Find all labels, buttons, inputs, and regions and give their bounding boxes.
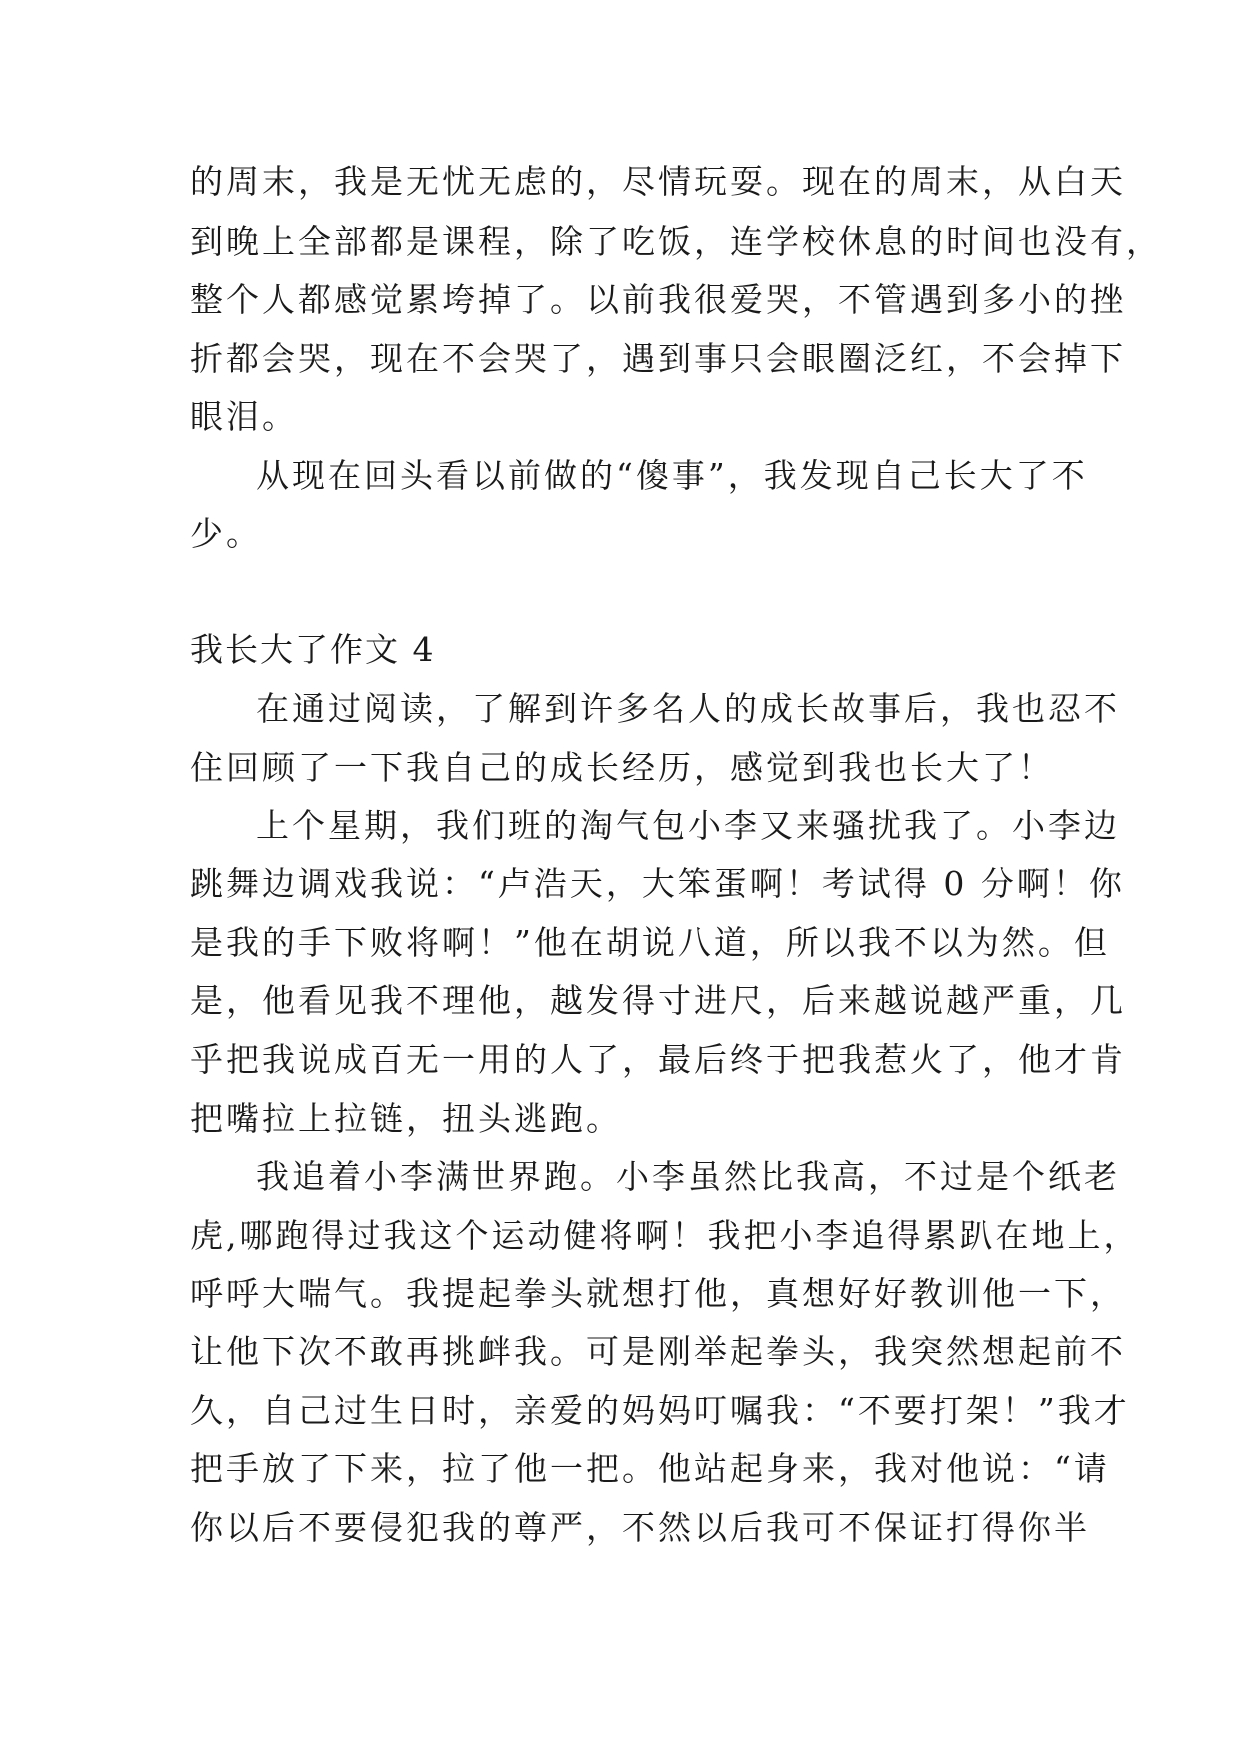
text-line: 呼呼大喘气。我提起拳头就想打他，真想好好教训他一下， [190, 1274, 1126, 1313]
text-line: 虎,哪跑得过我这个运动健将啊！我把小李追得累趴在地上， [190, 1216, 1140, 1255]
text-line: 你以后不要侵犯我的尊严，不然以后我可不保证打得你半 [190, 1508, 1090, 1547]
text-line: 乎把我说成百无一用的人了，最后终于把我惹火了，他才肯 [190, 1040, 1126, 1079]
text-line: 我追着小李满世界跑。小李虽然比我高，不过是个纸老 [256, 1157, 1120, 1196]
text-line: 把手放了下来，拉了他一把。他站起身来，我对他说：“请 [190, 1449, 1110, 1488]
text-line: 眼泪。 [190, 397, 298, 436]
text-line: 在通过阅读，了解到许多名人的成长故事后，我也忍不 [256, 689, 1120, 728]
text-line: 住回顾了一下我自己的成长经历，感觉到我也长大了！ [190, 748, 1054, 787]
text-line: 的周末，我是无忧无虑的，尽情玩耍。现在的周末，从白天 [190, 162, 1126, 201]
text-line: 少。 [190, 514, 262, 553]
text-line: 上个星期，我们班的淘气包小李又来骚扰我了。小李边 [256, 806, 1120, 845]
text-line: 久，自己过生日时，亲爱的妈妈叮嘱我：“不要打架！”我才 [190, 1391, 1130, 1430]
text-line: 从现在回头看以前做的“傻事”，我发现自己长大了不 [256, 456, 1088, 495]
text-line: 跳舞边调戏我说：“卢浩天，大笨蛋啊！考试得 0 分啊！你 [190, 864, 1125, 903]
text-line: 让他下次不敢再挑衅我。可是刚举起拳头，我突然想起前不 [190, 1332, 1126, 1371]
text-line: 把嘴拉上拉链，扭头逃跑。 [190, 1099, 622, 1138]
text-line: 折都会哭，现在不会哭了，遇到事只会眼圈泛红，不会掉下 [190, 339, 1126, 378]
text-line: 是，他看见我不理他，越发得寸进尺，后来越说越严重，几 [190, 981, 1126, 1020]
text-line: 是我的手下败将啊！”他在胡说八道，所以我不以为然。但 [190, 923, 1110, 962]
text-line: 到晚上全部都是课程，除了吃饭，连学校休息的时间也没有， [190, 222, 1162, 261]
text-line: 整个人都感觉累垮掉了。以前我很爱哭，不管遇到多小的挫 [190, 280, 1126, 319]
section-heading: 我长大了作文 4 [190, 630, 436, 669]
